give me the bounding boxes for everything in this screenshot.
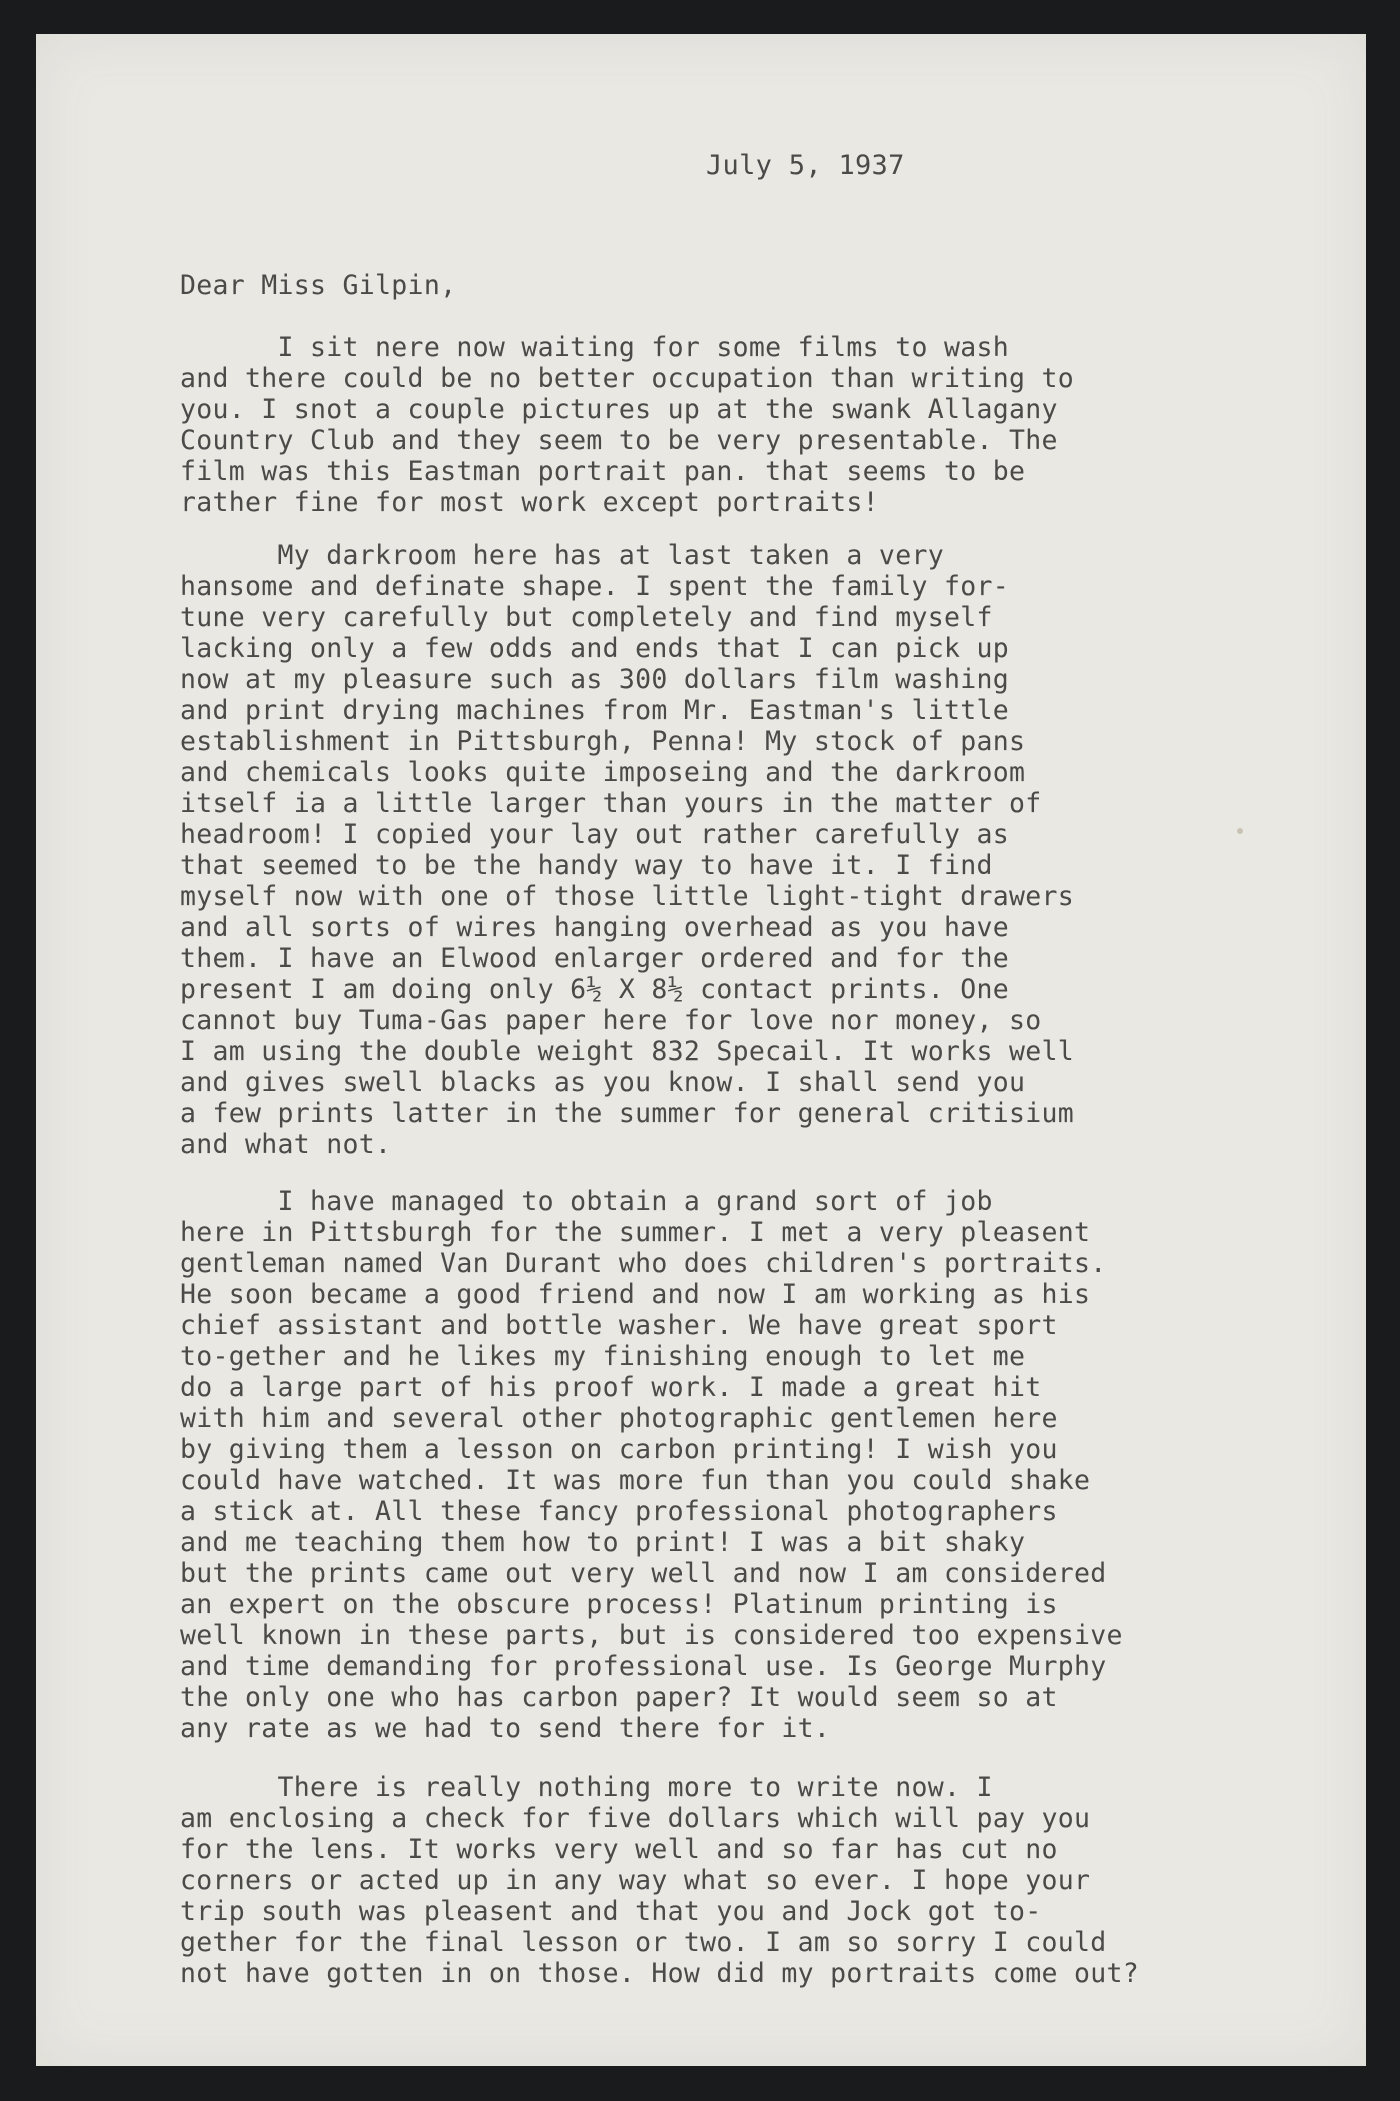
text-line: a few prints latter in the summer for general critisium: [180, 1098, 1074, 1129]
paragraph-3: [180, 1186, 1260, 1744]
text-line: I am using the double weight 832 Specail. It works well: [180, 1036, 1074, 1067]
text-line: and all sorts of wires hanging overhead as you have: [180, 912, 1009, 943]
text-line: My darkroom here has at last taken a very: [180, 540, 944, 571]
text-line: that seemed to be the handy way to have it. I find: [180, 850, 993, 881]
text-line: for the lens. It works very well and so far has cut no: [180, 1834, 1058, 1865]
text-line: to-gether and he likes my finishing enough to let me: [180, 1341, 1026, 1372]
text-line: but the prints came out very well and now I am considered: [180, 1558, 1107, 1589]
text-line: I sit nere now waiting for some films to wash: [180, 332, 1009, 363]
paragraph-4: [180, 1772, 1260, 1989]
text-line: trip south was pleasent and that you and Jock got to-: [180, 1896, 1042, 1927]
letter-date: July 5, 1937: [706, 150, 905, 181]
text-line: with him and several other photographic gentlemen here: [180, 1403, 1058, 1434]
text-line: and print drying machines from Mr. Eastman's little: [180, 695, 1009, 726]
text-line: He soon became a good friend and now I am working as his: [180, 1279, 1091, 1310]
text-line: lacking only a few odds and ends that I can pick up: [180, 633, 1009, 664]
text-line: do a large part of his proof work. I made a great hit: [180, 1372, 1042, 1403]
text-line: could have watched. It was more fun than you could shake: [180, 1465, 1091, 1496]
text-line: establishment in Pittsburgh, Penna! My stock of pans: [180, 726, 1026, 757]
text-line: any rate as we had to send there for it.: [180, 1713, 831, 1744]
text-line: Country Club and they seem to be very presentable. The: [180, 425, 1058, 456]
text-line: and time demanding for professional use. Is George Murphy: [180, 1651, 1107, 1682]
text-line: tune very carefully but completely and find myself: [180, 602, 993, 633]
text-line: a stick at. All these fancy professional photographers: [180, 1496, 1058, 1527]
text-line: and chemicals looks quite imposeing and the darkroom: [180, 757, 1026, 788]
text-line: here in Pittsburgh for the summer. I met a very pleasent: [180, 1217, 1091, 1248]
text-line: and me teaching them how to print! I was a bit shaky: [180, 1527, 1026, 1558]
text-line: and gives swell blacks as you know. I shall send you: [180, 1067, 1026, 1098]
text-line: now at my pleasure such as 300 dollars film washing: [180, 664, 1009, 695]
text-line: There is really nothing more to write now. I: [180, 1772, 993, 1803]
text-line: by giving them a lesson on carbon printing! I wish you: [180, 1434, 1058, 1465]
text-line: an expert on the obscure process! Platinum printing is: [180, 1589, 1058, 1620]
text-line: headroom! I copied your lay out rather carefully as: [180, 819, 1009, 850]
text-line: I have managed to obtain a grand sort of job: [180, 1186, 993, 1217]
text-line: corners or acted up in any way what so ever. I hope your: [180, 1865, 1091, 1896]
text-line: cannot buy Tuma-Gas paper here for love nor money, so: [180, 1005, 1042, 1036]
text-line: chief assistant and bottle washer. We have great sport: [180, 1310, 1058, 1341]
text-line: and what not.: [180, 1129, 392, 1160]
paragraph-2: [180, 540, 1260, 1160]
text-line: gether for the final lesson or two. I am so sorry I could: [180, 1927, 1107, 1958]
text-line: well known in these parts, but is considered too expensive: [180, 1620, 1123, 1651]
text-line: hansome and definate shape. I spent the family for-: [180, 571, 1009, 602]
text-line: you. I snot a couple pictures up at the swank Allagany: [180, 394, 1058, 425]
salutation: Dear Miss Gilpin,: [180, 270, 457, 301]
paragraph-1: [180, 332, 1260, 518]
text-line: the only one who has carbon paper? It would seem so at: [180, 1682, 1058, 1713]
text-line: itself ia a little larger than yours in the matter of: [180, 788, 1042, 819]
text-line: film was this Eastman portrait pan. that seems to be: [180, 456, 1026, 487]
text-line: them. I have an Elwood enlarger ordered and for the: [180, 943, 1009, 974]
text-line: am enclosing a check for five dollars which will pay you: [180, 1803, 1091, 1834]
text-line: rather fine for most work except portraits!: [180, 487, 879, 518]
text-line: gentleman named Van Durant who does children's portraits.: [180, 1248, 1107, 1279]
text-line: present I am doing only 6½ X 8½ contact prints. One: [180, 974, 1009, 1005]
text-line: myself now with one of those little light-tight drawers: [180, 881, 1074, 912]
text-line: not have gotten in on those. How did my portraits come out?: [180, 1958, 1140, 1989]
text-line: and there could be no better occupation than writing to: [180, 363, 1074, 394]
